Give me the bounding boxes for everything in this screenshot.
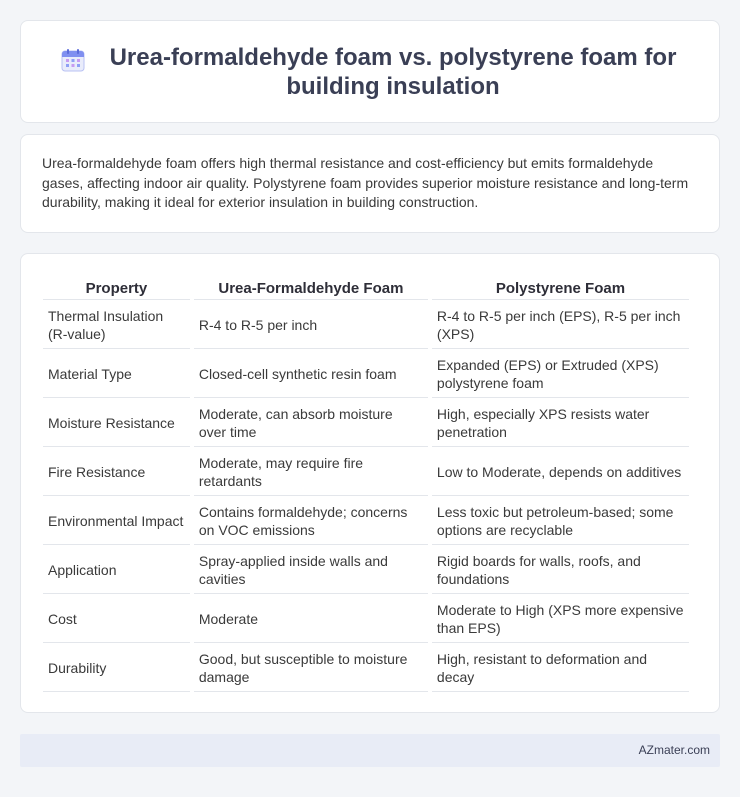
- cell-urea-formaldehyde: Good, but susceptible to moisture damage: [194, 645, 428, 692]
- cell-property: Environmental Impact: [43, 498, 190, 545]
- cell-property: Moisture Resistance: [43, 400, 190, 447]
- cell-urea-formaldehyde: Contains formaldehyde; concerns on VOC emissions: [194, 498, 428, 545]
- header-urea-formaldehyde: Urea-Formaldehyde Foam: [194, 280, 428, 300]
- cell-property: Fire Resistance: [43, 449, 190, 496]
- summary-card: [20, 134, 720, 233]
- table-row: [43, 645, 689, 692]
- cell-property: Durability: [43, 645, 190, 692]
- table-row: [43, 498, 689, 545]
- cell-property: Cost: [43, 596, 190, 643]
- cell-urea-formaldehyde: Moderate: [194, 596, 428, 643]
- cell-property: Material Type: [43, 351, 190, 398]
- calendar-icon: [61, 48, 85, 72]
- table-row: [43, 449, 689, 496]
- footer-brand: AZmater.com: [638, 743, 710, 757]
- table-header-row: [43, 280, 689, 300]
- page-title: Urea-formaldehyde foam vs. polystyrene foam for building insulation: [109, 43, 677, 100]
- comparison-table: [39, 278, 693, 694]
- header-polystyrene: Polystyrene Foam: [432, 280, 689, 300]
- table-row: [43, 596, 689, 643]
- title-card: [20, 20, 720, 123]
- table-row: [43, 302, 689, 349]
- cell-polystyrene: High, resistant to deformation and decay: [432, 645, 689, 692]
- cell-polystyrene: R-4 to R-5 per inch (EPS), R-5 per inch (XPS): [432, 302, 689, 349]
- summary-text: Urea-formaldehyde foam offers high thermal resistance and cost-efficiency but emits formaldehyde gases, affecting indoor air quality. Polystyrene foam provides superior moisture resistance and long-term durability, making it ideal for exterior insulation in building construction.: [42, 155, 689, 210]
- comparison-card: [20, 253, 720, 713]
- cell-polystyrene: Expanded (EPS) or Extruded (XPS) polystyrene foam: [432, 351, 689, 398]
- cell-property: Application: [43, 547, 190, 594]
- cell-polystyrene: Less toxic but petroleum-based; some options are recyclable: [432, 498, 689, 545]
- cell-urea-formaldehyde: Spray-applied inside walls and cavities: [194, 547, 428, 594]
- footer-bar: [20, 734, 720, 767]
- cell-property: Thermal Insulation (R-value): [43, 302, 190, 349]
- cell-urea-formaldehyde: Moderate, may require fire retardants: [194, 449, 428, 496]
- cell-polystyrene: Moderate to High (XPS more expensive than EPS): [432, 596, 689, 643]
- cell-urea-formaldehyde: R-4 to R-5 per inch: [194, 302, 428, 349]
- cell-polystyrene: High, especially XPS resists water penetration: [432, 400, 689, 447]
- table-row: [43, 400, 689, 447]
- header-property: Property: [43, 280, 190, 300]
- table-row: [43, 547, 689, 594]
- cell-polystyrene: Low to Moderate, depends on additives: [432, 449, 689, 496]
- table-row: [43, 351, 689, 398]
- cell-urea-formaldehyde: Closed-cell synthetic resin foam: [194, 351, 428, 398]
- cell-polystyrene: Rigid boards for walls, roofs, and foundations: [432, 547, 689, 594]
- cell-urea-formaldehyde: Moderate, can absorb moisture over time: [194, 400, 428, 447]
